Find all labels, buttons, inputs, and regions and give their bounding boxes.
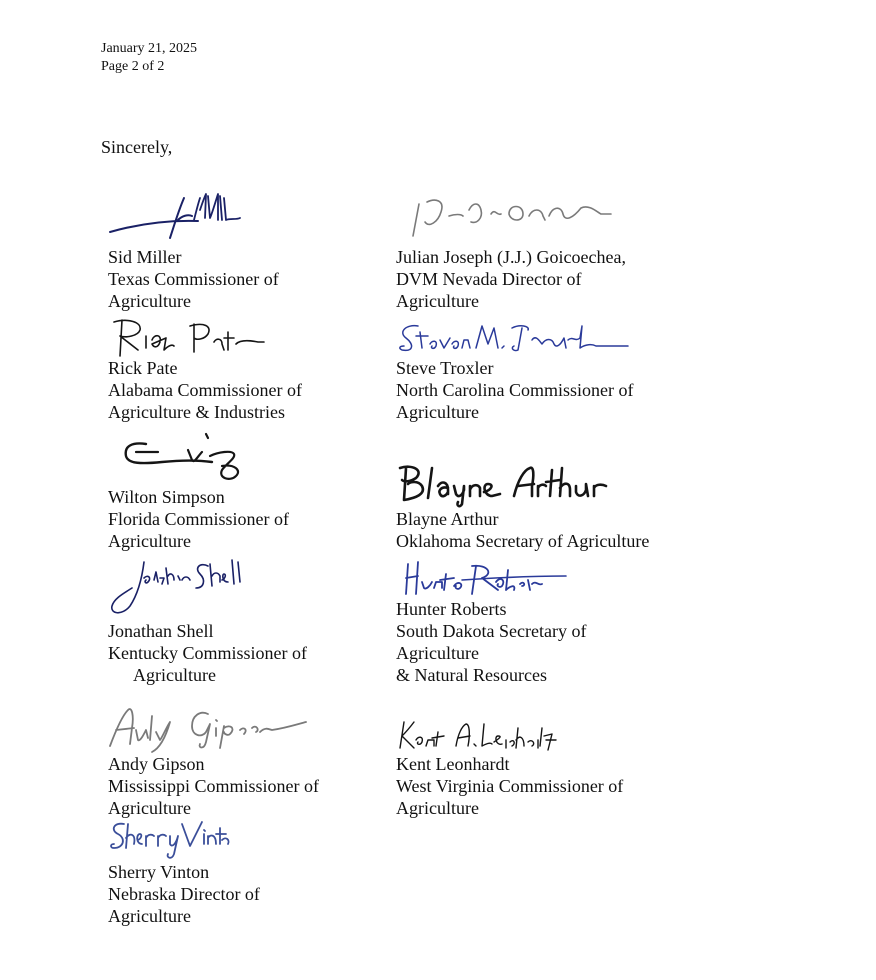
- signatory-title-line: Nebraska Director of: [108, 884, 260, 904]
- signatory-title-line: Kentucky Commissioner of: [108, 643, 307, 663]
- signatory-title-line: Alabama Commissioner of: [108, 380, 302, 400]
- letter-date: January 21, 2025: [101, 41, 198, 56]
- signatory-steve-troxler: [396, 357, 633, 423]
- closing-salutation: Sincerely,: [101, 137, 173, 157]
- signatory-title-line: Agriculture & Industries: [108, 402, 285, 422]
- signature-blayne-arthur: [396, 460, 618, 508]
- signatory-title-line: Agriculture: [396, 402, 479, 422]
- signatory-title-line: Agriculture: [108, 798, 191, 818]
- signatory-name: Andy Gipson: [108, 754, 205, 774]
- signatory-title-line: Agriculture: [133, 665, 216, 685]
- signatory-title-line: North Carolina Commissioner of: [396, 380, 634, 400]
- signatory-blayne-arthur: [396, 508, 649, 552]
- signature-andy-gipson: [106, 702, 310, 754]
- signatory-title-line: South Dakota Secretary of: [396, 621, 587, 641]
- signatory-title-line: Agriculture: [108, 906, 191, 926]
- signatory-name: Kent Leonhardt: [396, 754, 510, 774]
- signatory-name: Sid Miller: [108, 247, 182, 267]
- signatory-rick-pate: [108, 357, 302, 423]
- signature-hunter-roberts: [402, 560, 572, 600]
- signatory-title-line: Florida Commissioner of: [108, 509, 289, 529]
- signatory-andy-gipson: [108, 753, 319, 819]
- signatory-title-line: Mississippi Commissioner of: [108, 776, 320, 796]
- page-number: Page 2 of 2: [101, 59, 165, 74]
- letter-header: [101, 40, 197, 76]
- signatory-name: Julian Joseph (J.J.) Goicoechea,: [396, 247, 626, 267]
- signatory-jj-goicoechea: [396, 246, 626, 312]
- signatory-name: Jonathan Shell: [108, 621, 214, 641]
- signature-jonathan-shell: [108, 558, 248, 618]
- signatory-title-line: DVM Nevada Director of: [396, 269, 582, 289]
- signatory-title-line: Agriculture: [108, 291, 191, 311]
- signatory-name: Hunter Roberts: [396, 599, 507, 619]
- signatory-title-line: Oklahoma Secretary of Agriculture: [396, 531, 650, 551]
- signature-wilton-simpson: [122, 430, 252, 484]
- signatory-jonathan-shell: [108, 620, 307, 686]
- signature-jj-goicoechea: [405, 192, 615, 244]
- signatory-kent-leonhardt: [396, 753, 623, 819]
- signatory-name: Steve Troxler: [396, 358, 494, 378]
- signatory-name: Wilton Simpson: [108, 487, 225, 507]
- signatory-title-line: Agriculture: [396, 643, 479, 663]
- signature-steve-troxler: [396, 318, 634, 360]
- signatory-name: Sherry Vinton: [108, 862, 210, 882]
- signatory-title-line: Texas Commissioner of: [108, 269, 279, 289]
- signatory-title-line: Agriculture: [396, 798, 479, 818]
- signatory-hunter-roberts: [396, 598, 586, 686]
- signatory-name: Rick Pate: [108, 358, 178, 378]
- signatory-wilton-simpson: [108, 486, 289, 552]
- signatory-sherry-vinton: [108, 861, 260, 927]
- signatory-title-line: West Virginia Commissioner of: [396, 776, 624, 796]
- signatory-title-line: Agriculture: [108, 531, 191, 551]
- signature-sherry-vinton: [108, 818, 232, 862]
- signatory-title-line: Agriculture: [396, 291, 479, 311]
- signature-sid-miller: [108, 190, 248, 246]
- signatory-title-line: & Natural Resources: [396, 665, 547, 685]
- signature-rick-pate: [108, 316, 268, 360]
- signature-kent-leonhardt: [396, 718, 566, 752]
- signatory-sid-miller: [108, 246, 279, 312]
- signatory-name: Blayne Arthur: [396, 509, 499, 529]
